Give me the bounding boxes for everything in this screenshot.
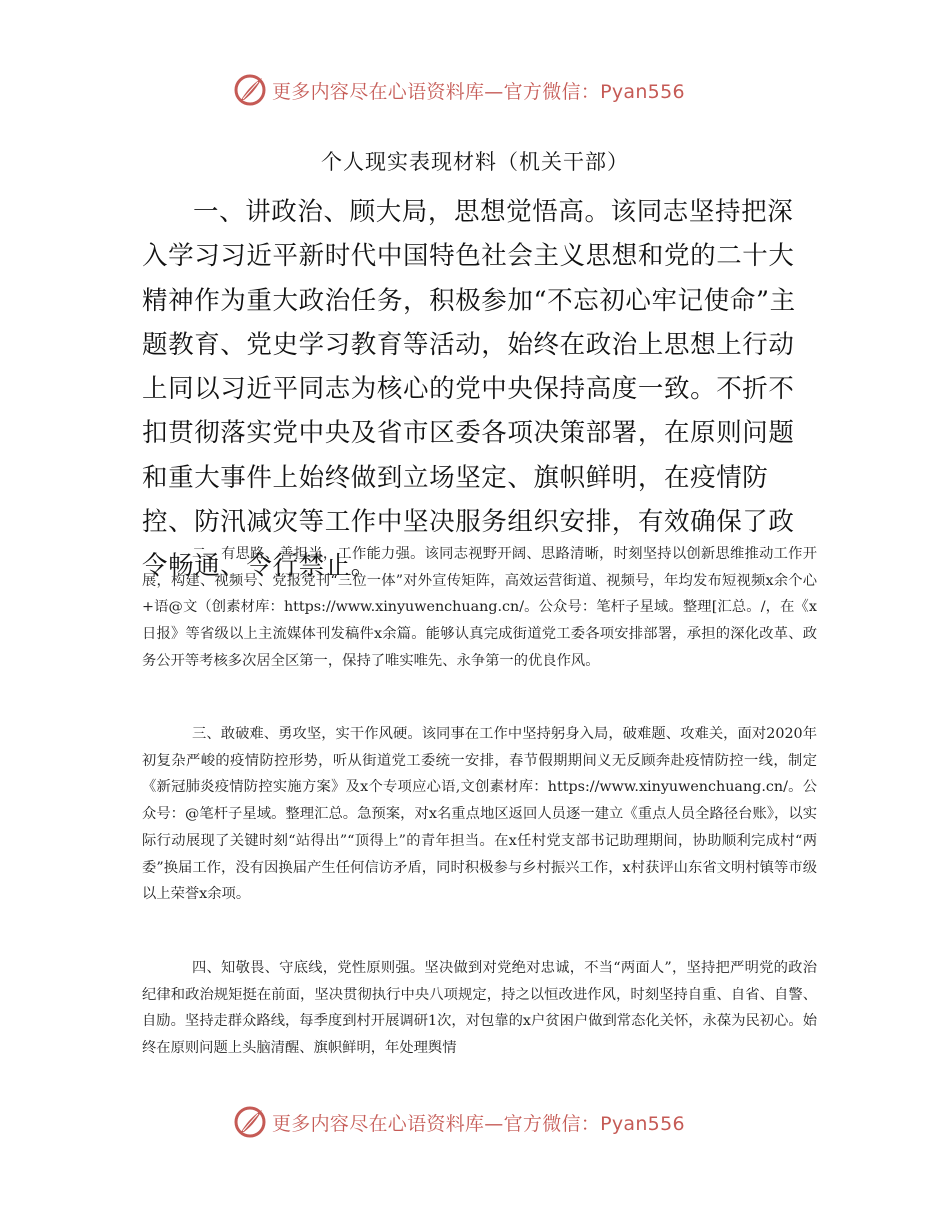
feather-pen-logo-icon xyxy=(232,72,268,108)
banner-text: 更多内容尽在心语资料库—官方微信：Pyan556 xyxy=(272,80,685,103)
banner-text: 更多内容尽在心语资料库—官方微信：Pyan556 xyxy=(272,1112,685,1135)
footer-banner xyxy=(0,1102,950,1142)
paragraph-2: 二、有思路、善担当，工作能力强。该同志视野开阔、思路清晰，时刻坚持以创新思维推动工作开展，构建、视频号、党报党刊“三位一体”对外宣传矩阵，高效运营街道、视频号，年均发布短视频x余个心+语@文（创素材库：https://www.xinyuwenchuang.cn/。公众号：笔杆子星域。整理[汇总。/，在《x日报》等省级以上主流媒体刊发稿件x余篇。能够认真完成街道党工委各项安排部署，承担的深化改革、政务公开等考核多次居全区第一，保持了唯实唯先、永争第一的优良作风。 xyxy=(142,546,817,669)
header-banner xyxy=(0,70,950,110)
paragraph-1: 一、讲政治、顾大局，思想觉悟高。该同志坚持把深入学习习近平新时代中国特色社会主义思想和党的二十大精神作为重大政治任务，积极参加“不忘初心牢记使命”主题教育、党史学习教育等活动，始终在政治上思想上行动上同以习近平同志为核心的党中央保持高度一致。不折不扣贯彻落实党中央及省市区委各项决策部署，在原则问题和重大事件上始终做到立场坚定、旗帜鲜明，在疫情防控、防汛减灾等工作中坚决服务组织安排，有效确保了政令畅通、令行禁止。 xyxy=(142,197,796,582)
paragraph-4: 四、知敬畏、守底线，党性原则强。坚决做到对党绝对忠诚，不当“两面人”，坚持把严明党的政治纪律和政治规矩挺在前面，坚决贯彻执行中央八项规定，持之以恒改进作风，时刻坚持自重、自省、自警、自励。坚持走群众路线，每季度到村开展调研1次，对包靠的x户贫困户做到常态化关怀，永葆为民初心。始终在原则问题上头脑清醒、旗帜鲜明，年处理舆情 xyxy=(142,960,817,1057)
paragraph-3: 三、敢破难、勇攻坚，实干作风硬。该同事在工作中坚持躬身入局，破难题、攻难关，面对2020年初复杂严峻的疫情防控形势，听从街道党工委统一安排，春节假期期间义无反顾奔赴疫情防控一线，制定《新冠肺炎疫情防控实施方案》及x个专项应心语,文创素材库：https://www.xinyuwenchuang.cn/。公众号：@笔杆子星域。整理汇总。急预案，对x名重点地区返回人员逐一建立《重点人员全路径台账》，以实际行动展现了关键时刻“站得出”“顶得上”的青年担当。在x任村党支部书记助理期间，协助顺利完成村“两委”换届工作，没有因换届产生任何信访矛盾，同时积极参与乡村振兴工作，x村获评山东省文明村镇等市级以上荣誉x余项。 xyxy=(142,726,817,903)
feather-pen-logo-icon xyxy=(232,1104,268,1140)
document-title: 个人现实表现材料（机关干部） xyxy=(321,150,629,174)
